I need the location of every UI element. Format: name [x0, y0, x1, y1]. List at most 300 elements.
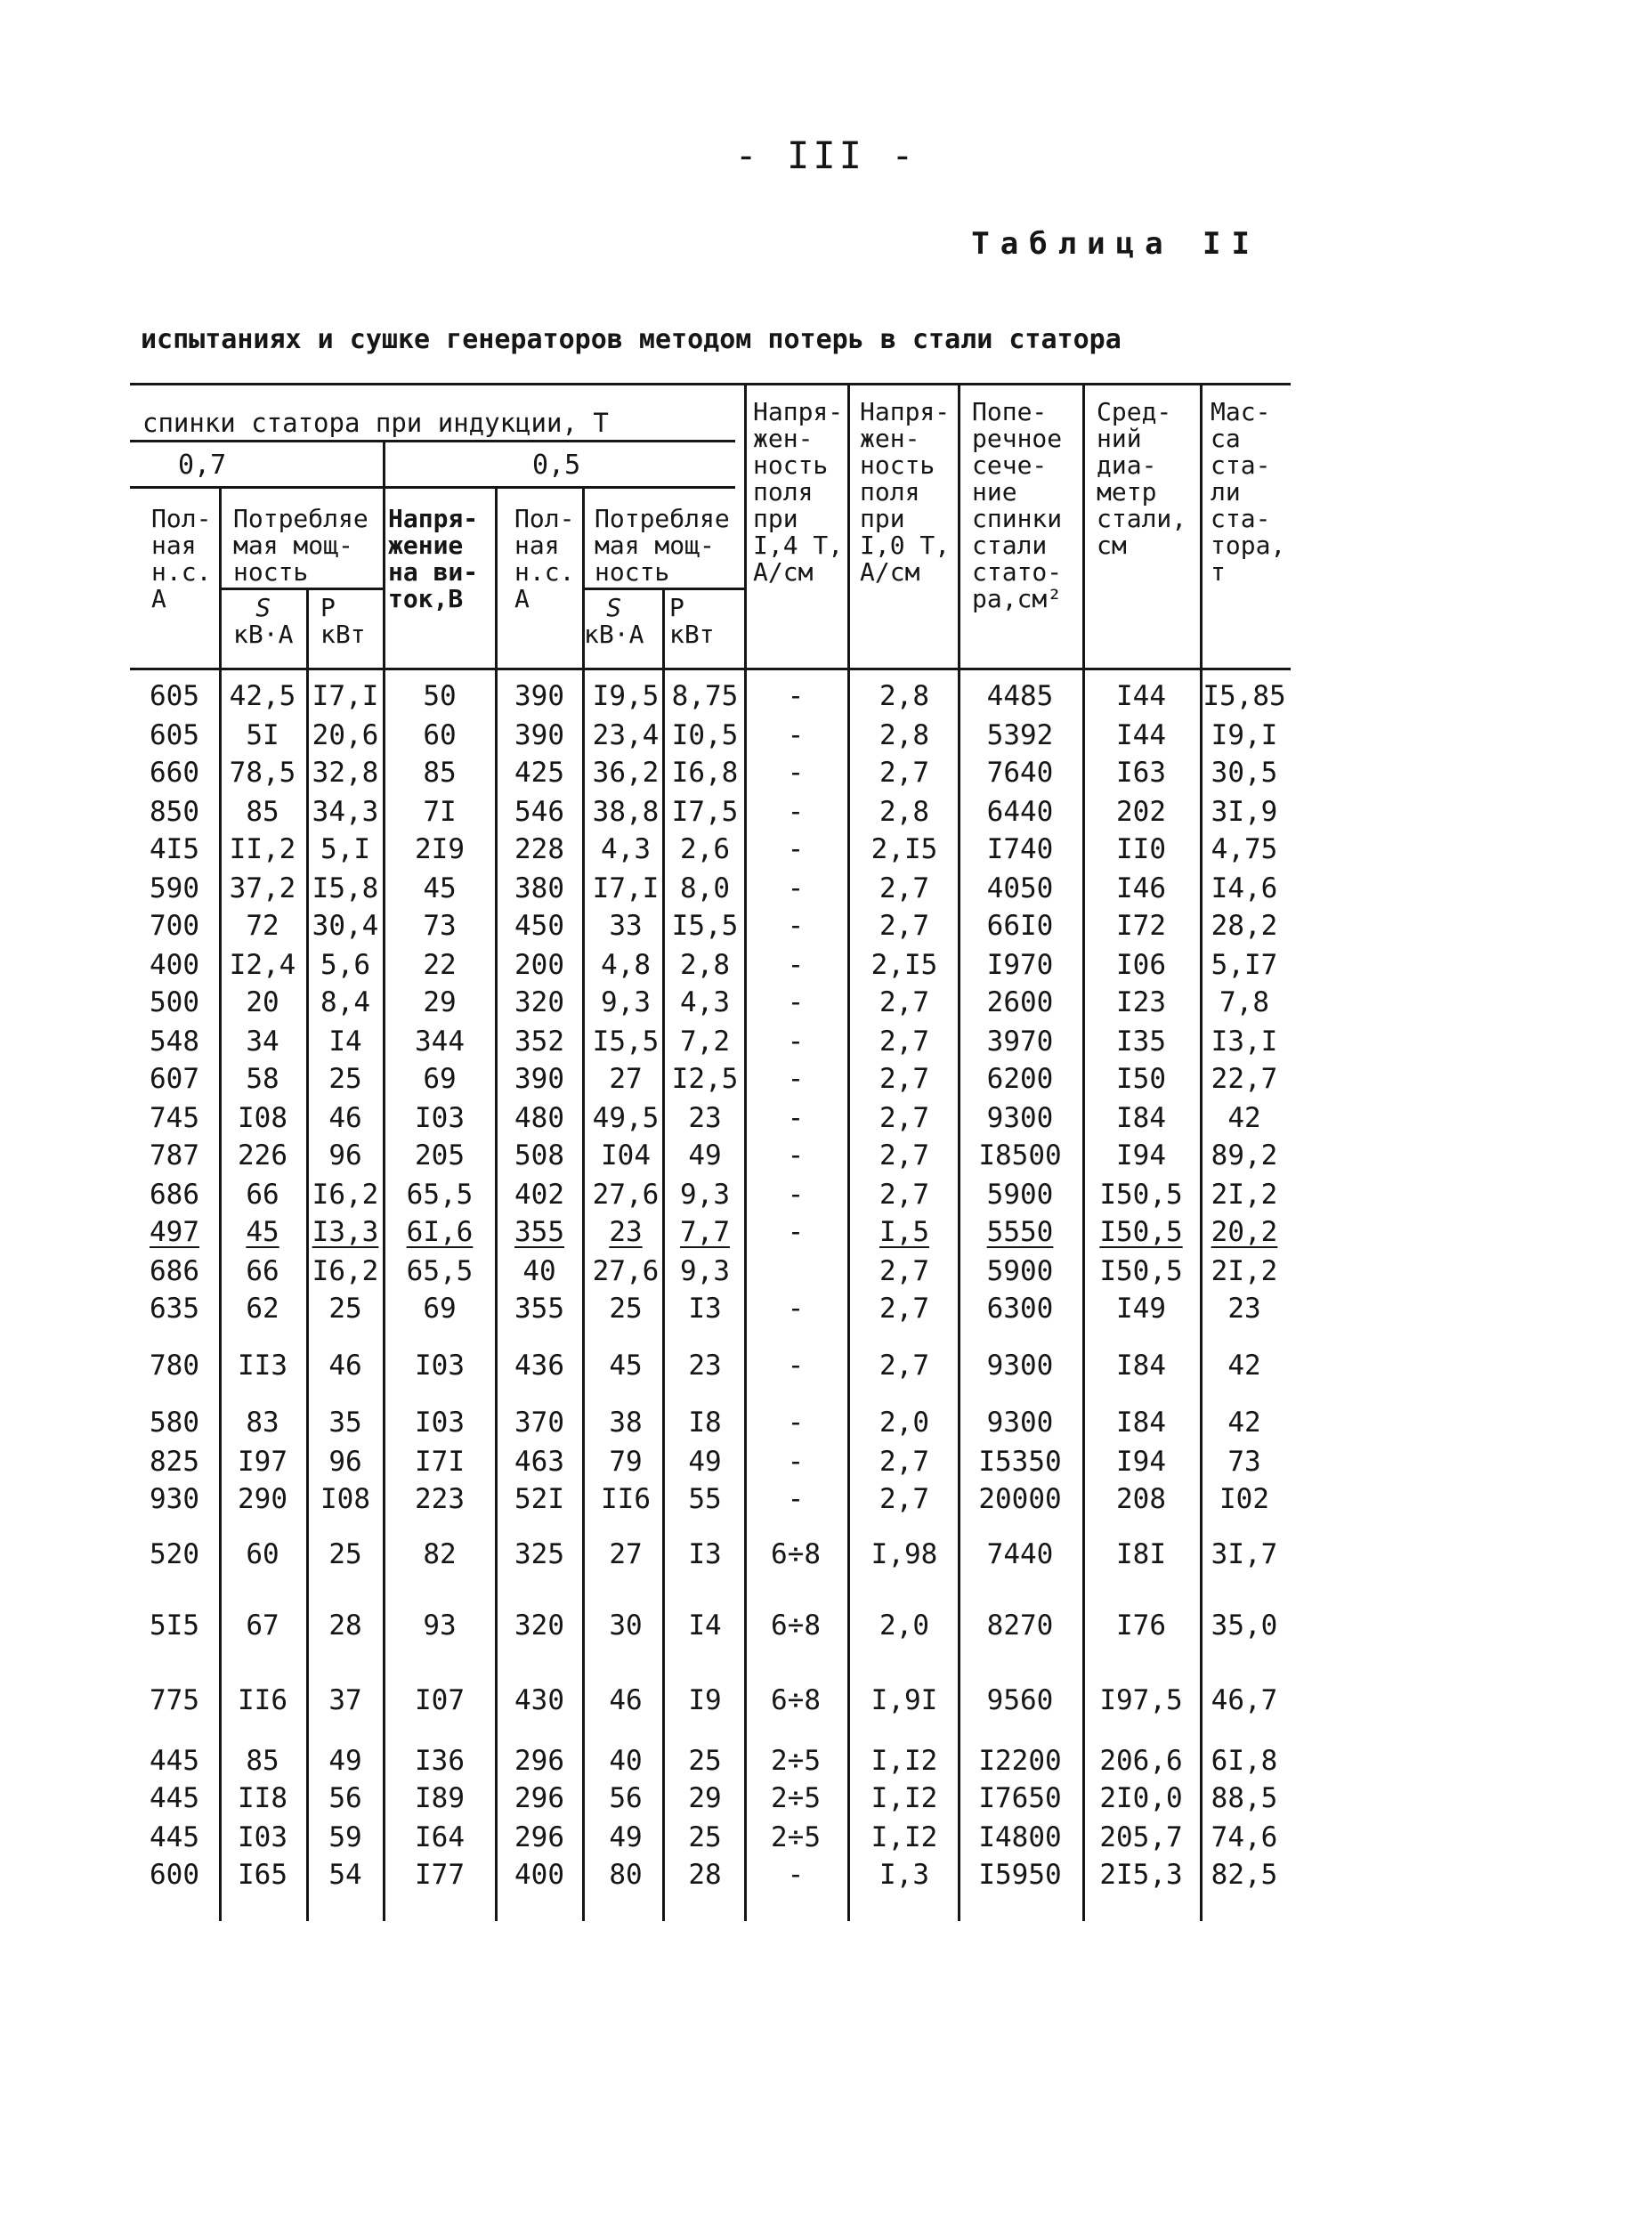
table-cell: 2,7 — [879, 1255, 929, 1287]
col-rule-7 — [744, 383, 747, 1921]
table-cell: 390 — [514, 719, 564, 751]
table-cell: II0 — [1116, 833, 1166, 865]
table-cell: 37 — [328, 1684, 362, 1716]
table-cell: I3 — [688, 1293, 722, 1325]
table-cell: 8,0 — [680, 872, 730, 904]
table-cell: 27 — [609, 1538, 643, 1570]
table-cell: I5,8 — [312, 872, 379, 904]
table-cell: 32,8 — [312, 757, 379, 789]
table-cell: 25 — [328, 1293, 362, 1325]
table-cell: 5550 — [986, 1216, 1054, 1248]
table-cell: 2,7 — [879, 1026, 929, 1058]
table-cell: 2I0,0 — [1099, 1782, 1183, 1814]
table-cell: 8,75 — [671, 680, 739, 712]
table-cell: 352 — [514, 1026, 564, 1058]
table-cell: 5900 — [986, 1255, 1054, 1287]
table-cell: 2I9 — [415, 833, 465, 865]
col-rule-6 — [662, 588, 665, 1921]
table-cell: II6 — [601, 1483, 651, 1515]
table-cell: 4050 — [986, 872, 1054, 904]
table-top-rule — [130, 383, 1291, 385]
table-cell: 66 — [246, 1255, 279, 1287]
table-cell: I02 — [1219, 1483, 1269, 1515]
col-rule-2 — [306, 588, 309, 1921]
table-cell: 46 — [328, 1102, 362, 1134]
table-cell: 480 — [514, 1102, 564, 1134]
table-cell: 2,7 — [879, 1063, 929, 1095]
group-title-rule — [130, 440, 735, 442]
table-cell: 89,2 — [1211, 1139, 1278, 1172]
table-cell: I,3 — [879, 1859, 929, 1891]
table-cell: 49,5 — [592, 1102, 660, 1134]
table-cell: 35,0 — [1211, 1610, 1278, 1642]
table-cell: 548 — [150, 1026, 199, 1058]
table-cell: 6200 — [986, 1063, 1054, 1095]
table-cell: I,I2 — [871, 1782, 938, 1814]
table-cell: 49 — [688, 1446, 722, 1478]
table-cell: I4,6 — [1211, 872, 1278, 904]
table-cell: 40 — [609, 1745, 643, 1777]
table-cell: 290 — [238, 1483, 287, 1515]
col-rule-8 — [847, 383, 850, 1921]
table-cell: 8,4 — [320, 986, 370, 1018]
table-cell: 88,5 — [1211, 1782, 1278, 1814]
table-cell: 5392 — [986, 719, 1054, 751]
table-cell: I76 — [1116, 1610, 1166, 1642]
table-cell: - — [787, 1063, 805, 1095]
table-cell: 52I — [514, 1483, 564, 1515]
table-cell: 202 — [1116, 796, 1166, 828]
table-cell: 320 — [514, 1610, 564, 1642]
table-cell: 73 — [423, 910, 457, 942]
table-cell: - — [787, 1483, 805, 1515]
table-cell: 45 — [246, 1216, 279, 1248]
table-cell: I4 — [688, 1610, 722, 1642]
table-cell: I07 — [415, 1684, 465, 1716]
table-cell: 825 — [150, 1446, 199, 1478]
table-cell: 402 — [514, 1179, 564, 1211]
table-cell: 2÷5 — [771, 1745, 821, 1777]
table-cell: 450 — [514, 910, 564, 942]
table-cell: I04 — [601, 1139, 651, 1172]
col-rule-10 — [1082, 383, 1085, 1921]
table-cell: 9300 — [986, 1350, 1054, 1382]
table-cell: 25 — [328, 1538, 362, 1570]
table-cell: 4485 — [986, 680, 1054, 712]
table-cell: 20000 — [978, 1483, 1062, 1515]
diameter-header: Сред- ний диа- метр стали, см — [1097, 397, 1187, 560]
table-cell: 2,0 — [879, 1610, 929, 1642]
power-rule-a — [219, 588, 383, 590]
table-cell: I84 — [1116, 1350, 1166, 1382]
table-cell: 80 — [609, 1859, 643, 1891]
table-cell: 445 — [150, 1745, 199, 1777]
table-cell: 66 — [246, 1179, 279, 1211]
table-cell: 8270 — [986, 1610, 1054, 1642]
table-cell: 85 — [423, 757, 457, 789]
table-cell: 7640 — [986, 757, 1054, 789]
table-label: Таблица II — [971, 226, 1260, 262]
table-cell: 2,7 — [879, 1350, 929, 1382]
table-cell: I740 — [986, 833, 1054, 865]
table-cell: I,I2 — [871, 1821, 938, 1853]
table-cell: 580 — [150, 1407, 199, 1439]
table-cell: 226 — [238, 1139, 287, 1172]
table-cell: - — [787, 986, 805, 1018]
table-cell: 2,7 — [879, 986, 929, 1018]
table-cell: 20 — [246, 986, 279, 1018]
table-cell: 2,7 — [879, 1446, 929, 1478]
table-cell: 20,6 — [312, 719, 379, 751]
table-cell: 65,5 — [406, 1255, 474, 1287]
table-cell: I50,5 — [1099, 1255, 1183, 1287]
table-cell: 40 — [522, 1255, 556, 1287]
col-rule-5 — [582, 486, 585, 1921]
table-cell: I50,5 — [1099, 1216, 1183, 1248]
table-cell: 74,6 — [1211, 1821, 1278, 1853]
table-cell: 605 — [150, 680, 199, 712]
table-cell: 34 — [246, 1026, 279, 1058]
table-cell: 62 — [246, 1293, 279, 1325]
table-cell: 206,6 — [1099, 1745, 1183, 1777]
table-cell: 72 — [246, 910, 279, 942]
table-cell: I7I — [415, 1446, 465, 1478]
table-cell: - — [787, 1446, 805, 1478]
table-cell: 27,6 — [592, 1255, 660, 1287]
table-cell: 660 — [150, 757, 199, 789]
table-cell: - — [787, 1350, 805, 1382]
table-cell: I5350 — [978, 1446, 1062, 1478]
table-cell: 25 — [688, 1745, 722, 1777]
table-cell: I5,85 — [1203, 680, 1286, 712]
table-cell: 344 — [415, 1026, 465, 1058]
table-cell: 4I5 — [150, 833, 199, 865]
table-cell: I3 — [688, 1538, 722, 1570]
table-cell: 30,5 — [1211, 757, 1278, 789]
table-cell: 370 — [514, 1407, 564, 1439]
table-cell: 60 — [246, 1538, 279, 1570]
table-cell: I9,5 — [592, 680, 660, 712]
table-cell: - — [787, 1407, 805, 1439]
table-cell: 2I,2 — [1211, 1255, 1278, 1287]
mass-header: Мас- са ста- ли ста- тора, т — [1211, 397, 1286, 587]
table-cell: 78,5 — [229, 757, 296, 789]
table-cell: 9560 — [986, 1684, 1054, 1716]
table-cell: 58 — [246, 1063, 279, 1095]
table-cell: 42 — [1227, 1102, 1261, 1134]
table-cell: 42,5 — [229, 680, 296, 712]
table-cell: I46 — [1116, 872, 1166, 904]
table-cell: 54 — [328, 1859, 362, 1891]
table-cell: I6,2 — [312, 1179, 379, 1211]
table-cell: I94 — [1116, 1446, 1166, 1478]
table-cell: 28 — [688, 1859, 722, 1891]
table-cell: I50,5 — [1099, 1179, 1183, 1211]
table-cell: 400 — [514, 1859, 564, 1891]
table-cell: - — [787, 719, 805, 751]
table-cell: 82 — [423, 1538, 457, 1570]
table-cell: I2,5 — [671, 1063, 739, 1095]
table-cell: 325 — [514, 1538, 564, 1570]
table-cell: I97,5 — [1099, 1684, 1183, 1716]
table-cell: - — [787, 910, 805, 942]
table-cell: I03 — [415, 1102, 465, 1134]
table-cell: I9 — [688, 1684, 722, 1716]
table-cell: 2,8 — [680, 949, 730, 981]
table-cell: I2200 — [978, 1745, 1062, 1777]
power-header-a: Потребляе мая мощ- ность — [233, 504, 368, 587]
table-cell: 5,I7 — [1211, 949, 1278, 981]
table-cell: 380 — [514, 872, 564, 904]
table-cell: 200 — [514, 949, 564, 981]
table-cell: 46 — [328, 1350, 362, 1382]
table-cell: 28,2 — [1211, 910, 1278, 942]
table-cell: 23 — [1227, 1293, 1261, 1325]
table-cell: I9,I — [1211, 719, 1278, 751]
col-rule-1 — [219, 486, 222, 1921]
table-cell: 66I0 — [986, 910, 1054, 942]
table-cell: 35 — [328, 1407, 362, 1439]
table-cell: 25 — [609, 1293, 643, 1325]
table-cell: 4,75 — [1211, 833, 1278, 865]
table-cell: 38 — [609, 1407, 643, 1439]
table-cell: 2,7 — [879, 1102, 929, 1134]
table-cell: 49 — [328, 1745, 362, 1777]
table-cell: I5950 — [978, 1859, 1062, 1891]
table-cell: 5I — [246, 719, 279, 751]
s-header-b: S кВ·А — [584, 593, 644, 649]
table-cell: I84 — [1116, 1102, 1166, 1134]
table-cell: 2,I5 — [871, 949, 938, 981]
table-cell: 29 — [688, 1782, 722, 1814]
table-cell: 9,3 — [680, 1179, 730, 1211]
table-cell: I3,3 — [312, 1216, 379, 1248]
table-cell: 45 — [423, 872, 457, 904]
table-cell: 5,I — [320, 833, 370, 865]
table-cell: 3970 — [986, 1026, 1054, 1058]
table-cell: 390 — [514, 1063, 564, 1095]
table-cell: 20,2 — [1211, 1216, 1278, 1248]
table-cell: I49 — [1116, 1293, 1166, 1325]
table-cell: I8 — [688, 1407, 722, 1439]
table-cell: 2,8 — [879, 796, 929, 828]
table-cell: 2I,2 — [1211, 1179, 1278, 1211]
table-cell: I8I — [1116, 1538, 1166, 1570]
table-cell: I7650 — [978, 1782, 1062, 1814]
table-cell: I64 — [415, 1821, 465, 1853]
table-cell: 37,2 — [229, 872, 296, 904]
table-cell: I2,4 — [229, 949, 296, 981]
table-cell: 5,6 — [320, 949, 370, 981]
table-cell: I36 — [415, 1745, 465, 1777]
table-cell: 23 — [688, 1350, 722, 1382]
table-cell: I65 — [238, 1859, 287, 1891]
field-1-0-header: Напря- жен- ность поля при I,0 Т, А/см — [860, 397, 951, 587]
table-cell: 69 — [423, 1293, 457, 1325]
table-cell: 228 — [514, 833, 564, 865]
table-cell: I4 — [328, 1026, 362, 1058]
table-cell: 56 — [609, 1782, 643, 1814]
full-ns-header-b: Пол- ная н.с. А — [514, 504, 575, 613]
table-cell: - — [787, 1139, 805, 1172]
table-cell: 590 — [150, 872, 199, 904]
table-cell: 745 — [150, 1102, 199, 1134]
table-cell: 445 — [150, 1782, 199, 1814]
table-cell: 4,3 — [601, 833, 651, 865]
table-cell: 2,7 — [879, 1139, 929, 1172]
table-cell: 2,7 — [879, 1179, 929, 1211]
table-cell: 500 — [150, 986, 199, 1018]
table-cell: 497 — [150, 1216, 199, 1248]
table-cell: 59 — [328, 1821, 362, 1853]
table-cell: I6,8 — [671, 757, 739, 789]
table-cell: 520 — [150, 1538, 199, 1570]
table-cell: I7,5 — [671, 796, 739, 828]
table-cell: 60 — [423, 719, 457, 751]
table-cell: 79 — [609, 1446, 643, 1478]
table-cell: 320 — [514, 986, 564, 1018]
col-rule-3 — [383, 440, 385, 1921]
table-cell: 23,4 — [592, 719, 660, 751]
table-cell: 42 — [1227, 1407, 1261, 1439]
table-cell: 29 — [423, 986, 457, 1018]
p-header-a: Р кВт — [320, 593, 366, 649]
table-cell: 6300 — [986, 1293, 1054, 1325]
table-cell: I,5 — [879, 1216, 929, 1248]
table-cell: 2,7 — [879, 872, 929, 904]
table-cell: 34,3 — [312, 796, 379, 828]
table-cell: - — [787, 757, 805, 789]
table-cell: 780 — [150, 1350, 199, 1382]
table-cell: 85 — [246, 796, 279, 828]
table-cell: 33 — [609, 910, 643, 942]
table-cell: 2I5,3 — [1099, 1859, 1183, 1891]
header-bottom-rule — [130, 668, 1291, 670]
s-header-a: S кВ·А — [233, 593, 294, 649]
field-1-4-header: Напря- жен- ность поля при I,4 Т, А/см — [753, 397, 844, 587]
table-cell: 9,3 — [601, 986, 651, 1018]
table-cell: - — [787, 1859, 805, 1891]
table-cell: 686 — [150, 1255, 199, 1287]
table-cell: I89 — [415, 1782, 465, 1814]
col-rule-4 — [495, 486, 498, 1921]
table-cell: 96 — [328, 1446, 362, 1478]
table-cell: 4,3 — [680, 986, 730, 1018]
table-cell: 296 — [514, 1782, 564, 1814]
table-cell: 7,7 — [680, 1216, 730, 1248]
table-cell: 223 — [415, 1483, 465, 1515]
table-cell: I5,5 — [671, 910, 739, 942]
table-cell: I,98 — [871, 1538, 938, 1570]
table-cell: I97 — [238, 1446, 287, 1478]
table-cell: 787 — [150, 1139, 199, 1172]
table-cell: 355 — [514, 1216, 564, 1248]
table-cell: 46 — [609, 1684, 643, 1716]
table-cell: 850 — [150, 796, 199, 828]
table-cell: 7,2 — [680, 1026, 730, 1058]
table-cell: 42 — [1227, 1350, 1261, 1382]
table-cell: 430 — [514, 1684, 564, 1716]
table-cell: 7I — [423, 796, 457, 828]
table-cell: - — [787, 1102, 805, 1134]
table-cell: 5I5 — [150, 1610, 199, 1642]
table-cell: 28 — [328, 1610, 362, 1642]
table-cell: 6440 — [986, 796, 1054, 828]
table-cell: I4800 — [978, 1821, 1062, 1853]
table-cell: 50 — [423, 680, 457, 712]
table-cell: 9300 — [986, 1407, 1054, 1439]
page-number: - III - — [734, 134, 918, 177]
table-cell: 2,8 — [879, 680, 929, 712]
table-cell: 22,7 — [1211, 1063, 1278, 1095]
table-cell: - — [787, 833, 805, 865]
table-cell: 7440 — [986, 1538, 1054, 1570]
group-title: спинки статора при индукции, Т — [142, 408, 609, 438]
table-cell: 3I,9 — [1211, 796, 1278, 828]
table-cell: 67 — [246, 1610, 279, 1642]
table-cell: II3 — [238, 1350, 287, 1382]
table-cell: 546 — [514, 796, 564, 828]
table-cell: I7,I — [312, 680, 379, 712]
induction-0-7: 0,7 — [178, 450, 227, 481]
table-cell: - — [787, 1026, 805, 1058]
table-cell: 425 — [514, 757, 564, 789]
table-cell: II6 — [238, 1684, 287, 1716]
table-cell: 45 — [609, 1350, 643, 1382]
table-cell: 296 — [514, 1821, 564, 1853]
table-cell: II8 — [238, 1782, 287, 1814]
table-cell: 27 — [609, 1063, 643, 1095]
table-cell: I8500 — [978, 1139, 1062, 1172]
table-cell: I7,I — [592, 872, 660, 904]
table-cell: 607 — [150, 1063, 199, 1095]
table-cell: 2,7 — [879, 757, 929, 789]
table-cell: 23 — [688, 1102, 722, 1134]
table-cell: 96 — [328, 1139, 362, 1172]
table-cell: 436 — [514, 1350, 564, 1382]
table-cell: 55 — [688, 1483, 722, 1515]
table-cell: - — [787, 796, 805, 828]
volt-header: Напря- жение на ви- ток,В — [388, 504, 479, 613]
table-cell: I5,5 — [592, 1026, 660, 1058]
table-cell: 93 — [423, 1610, 457, 1642]
table-cell: - — [787, 1216, 805, 1248]
table-cell: I0,5 — [671, 719, 739, 751]
table-cell: I44 — [1116, 719, 1166, 751]
table-cell: I08 — [320, 1483, 370, 1515]
table-cell: 775 — [150, 1684, 199, 1716]
table-cell: 6I,8 — [1211, 1745, 1278, 1777]
table-cell: I08 — [238, 1102, 287, 1134]
table-cell: 6÷8 — [771, 1684, 821, 1716]
table-cell: II,2 — [229, 833, 296, 865]
table-cell: I6,2 — [312, 1255, 379, 1287]
table-cell: 296 — [514, 1745, 564, 1777]
table-cell: I03 — [415, 1407, 465, 1439]
power-header-b: Потребляе мая мощ- ность — [595, 504, 730, 587]
col-rule-9 — [958, 383, 960, 1921]
table-cell: 2,8 — [879, 719, 929, 751]
table-cell: 49 — [688, 1139, 722, 1172]
table-cell: 2600 — [986, 986, 1054, 1018]
table-cell: 25 — [328, 1063, 362, 1095]
table-cell: 23 — [609, 1216, 643, 1248]
table-cell: 83 — [246, 1407, 279, 1439]
table-cell: - — [787, 872, 805, 904]
table-cell: - — [787, 1293, 805, 1325]
table-cell: 4,8 — [601, 949, 651, 981]
table-cell: 6÷8 — [771, 1538, 821, 1570]
